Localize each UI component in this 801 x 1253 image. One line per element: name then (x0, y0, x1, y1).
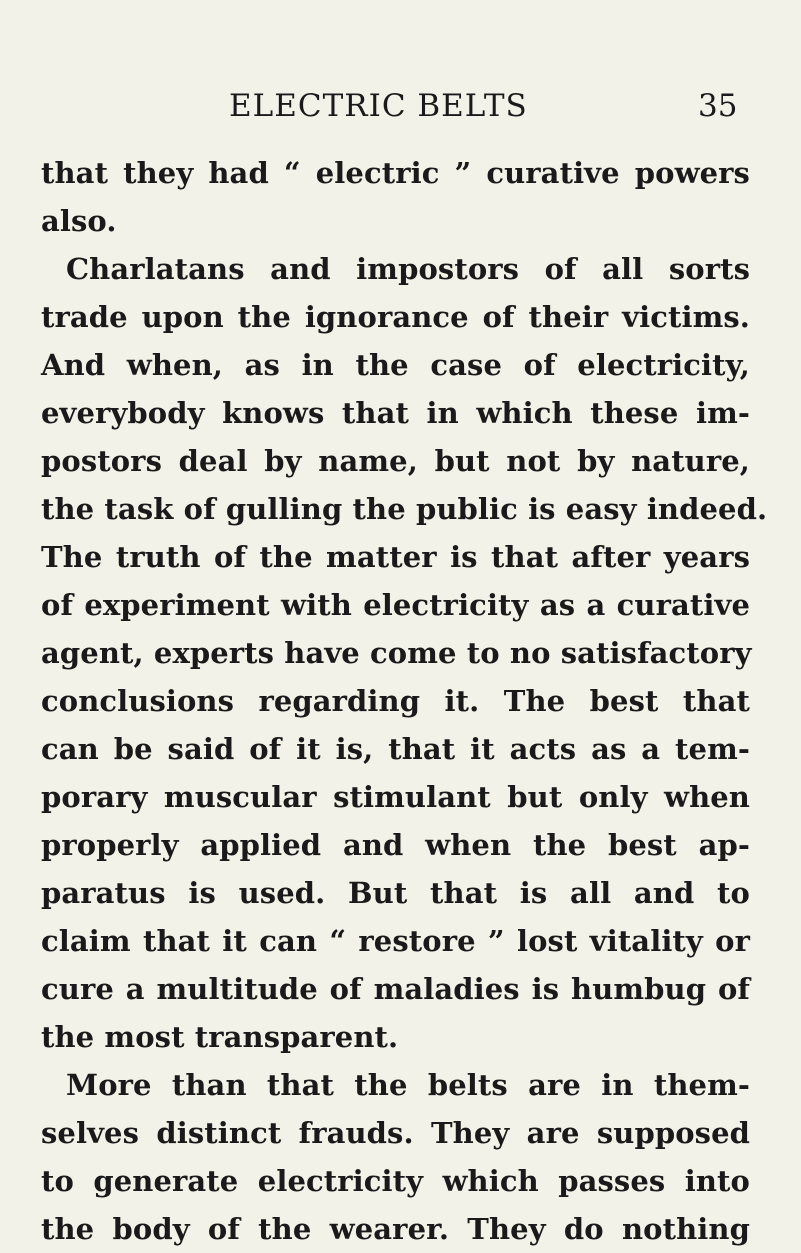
body-line: properly applied and when the best ap- (41, 828, 750, 862)
running-title: ELECTRIC BELTS (229, 88, 528, 124)
body-line: also. (41, 204, 117, 238)
body-line: of experiment with electricity as a curative (41, 588, 750, 622)
body-line: everybody knows that in which these im- (41, 396, 750, 430)
body-line: claim that it can “ restore ” lost vitality or (41, 924, 750, 958)
body-line: that they had “ electric ” curative powers (41, 156, 750, 190)
running-head (0, 88, 801, 128)
body-line: porary muscular stimulant but only when (41, 780, 750, 814)
body-line: selves distinct frauds. They are supposed (41, 1116, 750, 1150)
body-line: Charlatans and impostors of all sorts (66, 252, 750, 286)
body-line: conclusions regarding it. The best that (41, 684, 750, 718)
body-line: paratus is used. But that is all and to (41, 876, 750, 910)
body-line: postors deal by name, but not by nature, (41, 444, 750, 478)
body-line: The truth of the matter is that after years (41, 540, 750, 574)
body-line: cure a multitude of maladies is humbug of (41, 972, 750, 1006)
body-line: to generate electricity which passes into (41, 1164, 750, 1198)
body-line: can be said of it is, that it acts as a tem- (41, 732, 750, 766)
body-line: agent, experts have come to no satisfactory (41, 636, 752, 670)
body-line: the task of gulling the public is easy indeed. (41, 492, 768, 526)
body-line: the most transparent. (41, 1020, 399, 1054)
page-number: 35 (698, 88, 738, 124)
body-line: the body of the wearer. They do nothing (41, 1212, 750, 1246)
body-line: And when, as in the case of electricity, (41, 348, 750, 382)
body-line: trade upon the ignorance of their victims. (41, 300, 750, 334)
body-line: More than that the belts are in them- (66, 1068, 750, 1102)
